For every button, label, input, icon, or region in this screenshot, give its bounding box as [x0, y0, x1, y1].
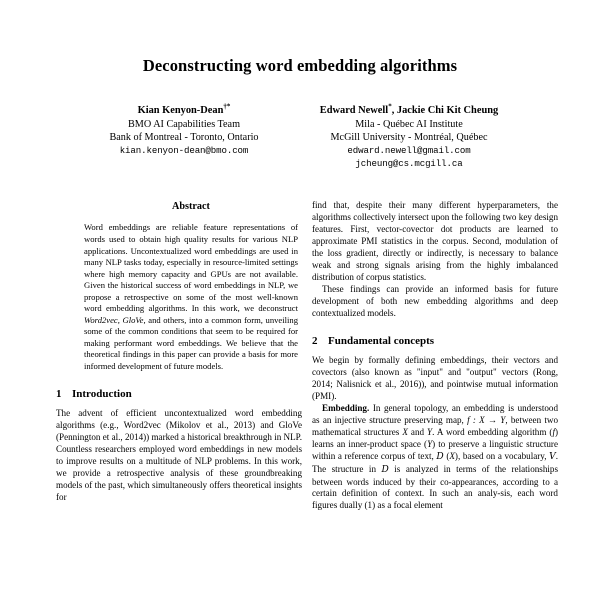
- findings-paragraph: These findings can provide an informed basis for future development of both new embedding algorithms and deep contextualized models.: [312, 283, 558, 318]
- embedding-text-d: . A word embedding algorithm (: [432, 426, 553, 437]
- embedding-runin-label: Embedding.: [322, 402, 370, 413]
- embedding-text-g: (: [443, 450, 450, 461]
- embedding-math-v: V: [549, 451, 556, 462]
- embedding-math-d2: D: [381, 464, 389, 475]
- affiliation-left-2: Bank of Montreal - Toronto, Ontario: [109, 131, 259, 143]
- author-footnote-marks-right: *: [388, 102, 392, 111]
- embedding-text-e: ) learns an inner-product space (: [312, 426, 558, 449]
- embedding-math-d: D: [436, 451, 444, 462]
- embedding-definition-paragraph: [312, 403, 558, 513]
- abstract-paragraph: [84, 222, 298, 372]
- abstract-text-part-1: Word embeddings are reliable feature representations of words used to obtain high quality results for various NLP applications. Uncontextualized word embeddings are used in many NLP tasks today, especially in resource-limited settings where high memory capacity and GPUs are not available. Given the historical success of word embeddings in NLP, we propose a retrospective on some of the most well-known word embedding algorithms. In this work, we deconstruct: [84, 222, 298, 314]
- email-right-2: jcheung@cs.mcgill.ca: [355, 158, 463, 170]
- section-heading-fundamental-concepts: [312, 334, 558, 348]
- embedding-text-c: and: [407, 426, 428, 437]
- embedding-math-x2: X: [449, 450, 455, 461]
- section-number-2: 2: [312, 334, 318, 347]
- affiliation-right-2: McGill University - Montréal, Québec: [330, 131, 488, 143]
- email-left-1: kian.kenyon-dean@bmo.com: [119, 145, 249, 157]
- embedding-text-h: ), based on a vocabulary,: [454, 450, 550, 461]
- author-group-left: [75, 104, 293, 171]
- author-name-newell: Edward Newell: [319, 104, 389, 116]
- abstract-italic-word2vec: Word2vec: [84, 314, 118, 325]
- column-right: [312, 200, 558, 512]
- embedding-text-j: is analyzed in terms of the relationships between words induced by their co-appearances, according to a certain definition of context. In such an analy-: [312, 463, 558, 499]
- introduction-paragraph-1: The advent of efficient uncontextualized word embedding algorithms (e.g., Word2vec (Mikolov et al., 2013) and GloVe (Pennington et al., 2014)) marked a historical breakthrough in NLP. Countless researchers employed word embeddings in new models to improve results on a multitude of NLP problems. In this work, we provide a retrospective analysis of these groundbreaking models of the past, which simultaneously offers theoretical insights for: [56, 407, 302, 502]
- author-name-kenyon-dean: Kian Kenyon-Dean: [137, 104, 224, 116]
- embedding-text-b: , between two mathematical structures: [312, 414, 559, 437]
- embedding-text-k: sis, each word figures dually (1) as a focal element: [312, 488, 558, 511]
- author-footnote-marks-left: †*: [223, 102, 231, 111]
- affiliation-left-1: BMO AI Capabilities Team: [128, 118, 240, 130]
- section-title-introduction: Introduction: [72, 387, 132, 400]
- body-columns: [0, 200, 600, 512]
- author-group-right: [293, 104, 525, 171]
- embedding-math-y2: Y: [427, 438, 433, 449]
- embedding-math-f: f: [552, 426, 555, 437]
- embedding-math-map: f : X → Y: [467, 414, 506, 425]
- embedding-text-f: ) to preserve a linguistic structure within a reference corpus of text,: [312, 438, 558, 461]
- section-title-fundamental-concepts: Fundamental concepts: [328, 334, 435, 347]
- fundamental-concepts-paragraph-1: We begin by formally defining embeddings, their vectors and covectors (also known as "input" and "output" vectors (Rong, 2014; Nalisnick et al., 2016)), and pointwise mutual information (PMI).: [312, 354, 558, 401]
- abstract-section: [84, 200, 298, 373]
- abstract-text-part-3: , and others, into a common form, unveiling some of the common conditions that seem to be required for making performant word embeddings. We believe that the theoretical findings in this paper can provide a basis for more informed development of future models.: [84, 314, 298, 371]
- page-title: Deconstructing word embedding algorithms: [142, 56, 458, 75]
- email-right-1: edward.newell@gmail.com: [347, 145, 471, 157]
- author-block: [0, 104, 600, 171]
- affiliation-right-1: Mila - Québec AI Institute: [355, 118, 463, 130]
- embedding-math-x: X: [402, 426, 408, 437]
- embedding-text-i: . The structure in: [312, 450, 558, 474]
- title-block: [0, 0, 600, 76]
- author-names-right: [293, 104, 525, 118]
- abstract-heading: Abstract: [172, 201, 210, 212]
- abstract-text-part-2: ,: [117, 314, 123, 325]
- section-number-1: 1: [56, 387, 62, 400]
- section-heading-introduction: [56, 387, 302, 401]
- author-names-left: [75, 104, 293, 118]
- column-left: [56, 200, 302, 512]
- embedding-math-y: Y: [427, 426, 433, 437]
- author-name-cheung: , Jackie Chi Kit Cheung: [391, 104, 499, 116]
- intro-continuation-paragraph: find that, despite their many different hyperparameters, the algorithms collectively intersect upon the following two key design features. First, vector-covector dot products are learned to approximate PMI statistics in the corpus. Second, modulation of the loss gradient, directly or indirectly, is necessary to balance weak and strong signals arising from the highly imbalanced distribution of corpus statistics.: [312, 200, 558, 282]
- abstract-italic-glove: GloVe: [122, 314, 144, 325]
- embedding-text-a: In general topology, an embedding is understood as an injective structure preserving map,: [312, 402, 558, 425]
